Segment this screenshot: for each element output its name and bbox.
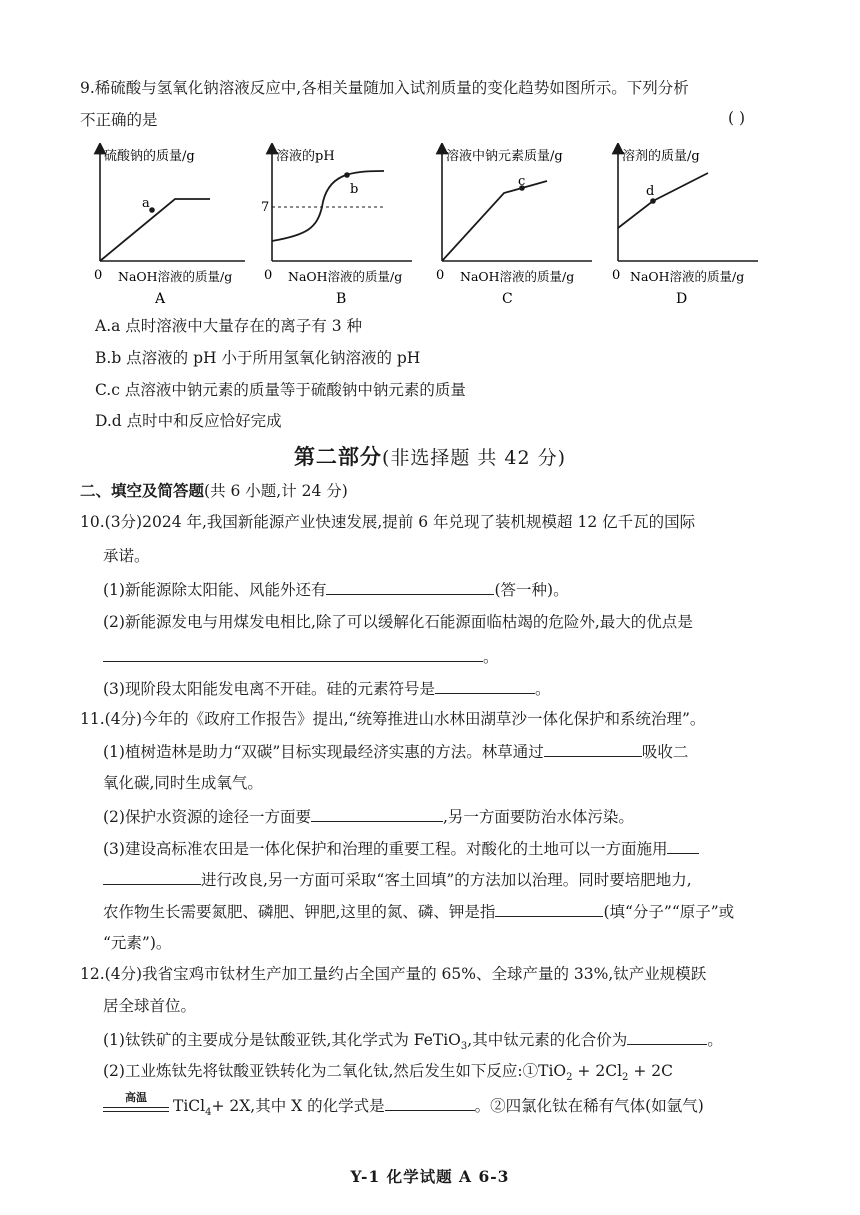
graph-a xyxy=(80,143,250,313)
q11-part3-hint: (填“分子”“原子”或 xyxy=(603,903,735,921)
graph-b-xlabel: NaOH溶液的质量/g xyxy=(288,269,403,284)
q12-part1-blank[interactable] xyxy=(627,1028,707,1045)
q11-part3-line2 xyxy=(103,868,692,891)
q12-part1-sub: 3 xyxy=(460,1041,468,1053)
reaction-condition-label: 高温 xyxy=(125,1091,147,1104)
graph-b-ylabel: 溶液的pH xyxy=(276,149,335,164)
graph-a-xlabel: NaOH溶液的质量/g xyxy=(118,269,233,284)
q10-part2-end: 。 xyxy=(483,648,499,666)
q11-part2 xyxy=(103,805,634,828)
q9-option-d: D.d 点时中和反应恰好完成 xyxy=(95,412,282,430)
q11-stem: 11.(4分)今年的《政府工作报告》提出,“统筹推进山水林田湖草沙一体化保护和系统治理”。 xyxy=(80,710,706,728)
q11-part1-blank[interactable] xyxy=(544,740,642,757)
q9-answer-paren: ( ) xyxy=(728,109,746,127)
graph-a-curve xyxy=(100,199,210,261)
q11-part1-text: (1)植树造林是助力“双碳”目标实现最经济实惠的方法。林草通过 xyxy=(103,743,544,761)
q10-part1 xyxy=(103,578,569,601)
q11-part3 xyxy=(103,837,699,860)
q12-part2-text3: 。②四氯化钛在稀有气体(如氩气) xyxy=(474,1097,704,1115)
part2-title-main: 第二部分 xyxy=(293,444,382,469)
q11-part2-text: (2)保护水资源的途径一方面要 xyxy=(103,808,311,826)
graph-c-point-label: c xyxy=(518,174,526,189)
graph-a-origin: 0 xyxy=(94,268,103,283)
q12-part1-text2: ,其中钛元素的化合价为 xyxy=(467,1031,628,1049)
q11-part1-suffix: 吸收二 xyxy=(641,743,689,761)
q10-part2-blank[interactable] xyxy=(103,645,483,662)
q11-part3-line3 xyxy=(103,900,734,923)
graph-b-letter: B xyxy=(336,291,347,307)
q11-part1 xyxy=(103,740,688,763)
reaction-condition xyxy=(103,1089,169,1112)
graph-d-curve xyxy=(618,173,708,228)
graph-b xyxy=(252,143,422,313)
part2-title xyxy=(0,441,860,471)
q11-part3-line4: “元素”)。 xyxy=(103,934,172,952)
q10-part2-answer-line xyxy=(103,645,499,668)
q10-stem-line1: 10.(3分)2024 年,我国新能源产业快速发展,提前 6 年兑现了装机规模超 12 亿千瓦的国际 xyxy=(80,513,696,531)
graph-b-point-label: b xyxy=(350,182,359,197)
graph-b-point xyxy=(344,172,350,178)
q12-part2 xyxy=(103,1060,673,1089)
q12-stem-line2: 居全球首位。 xyxy=(103,997,197,1015)
q12-part2-text: (2)工业炼钛先将钛酸亚铁转化为二氧化钛,然后发生如下反应:①TiO xyxy=(103,1062,567,1080)
q11-part3-blank-start[interactable] xyxy=(667,837,699,854)
q12-part2-c: + 2C xyxy=(628,1062,673,1080)
q10-part1-suffix: (答一种)。 xyxy=(494,581,569,599)
q10-part2: (2)新能源发电与用煤发电相比,除了可以缓解化石能源面临枯竭的危险外,最大的优点是 xyxy=(103,613,693,631)
q9-option-a: A.a 点时溶液中大量存在的离子有 3 种 xyxy=(95,317,363,335)
q11-part3-blank-cont[interactable] xyxy=(103,868,201,885)
section2-heading xyxy=(80,480,348,502)
graph-b-curve xyxy=(272,171,384,241)
q11-part3-text3: 农作物生长需要氮肥、磷肥、钾肥,这里的氮、磷、钾是指 xyxy=(103,903,496,921)
q12-part2-sub-b: 2 xyxy=(622,1072,629,1084)
graph-b-ytick-7: 7 xyxy=(261,200,270,215)
graph-b-origin: 0 xyxy=(264,268,273,283)
q12-part1-text: (1)钛铁矿的主要成分是钛酸亚铁,其化学式为 FeTiO xyxy=(103,1031,461,1049)
q9-option-c: C.c 点溶液中钠元素的质量等于硫酸钠中钠元素的质量 xyxy=(95,381,466,399)
graph-d-origin: 0 xyxy=(612,268,621,283)
q9-stem-line2: 不正确的是 xyxy=(80,111,158,129)
q12-part2-ticl: TiCl xyxy=(173,1097,206,1115)
q12-stem-line1: 12.(4分)我省宝鸡市钛材生产加工量约占全国产量的 65%、全球产量的 33%,钛产业规模跃 xyxy=(80,965,707,983)
graph-d-point xyxy=(650,198,656,204)
graph-d-point-label: d xyxy=(646,184,655,199)
graph-a-letter: A xyxy=(155,291,166,307)
graph-d xyxy=(598,143,778,313)
graph-c-curve xyxy=(442,181,547,261)
q10-part3-blank[interactable] xyxy=(435,677,535,694)
graph-d-ylabel: 溶剂的质量/g xyxy=(622,149,700,164)
section2-heading-rest: (共 6 小题,计 24 分) xyxy=(204,482,348,500)
graph-a-point-label: a xyxy=(142,196,150,211)
q12-part1 xyxy=(103,1028,723,1058)
q9-option-b: B.b 点溶液的 pH 小于所用氢氧化钠溶液的 pH xyxy=(95,349,421,367)
q10-part3 xyxy=(103,677,550,700)
q10-stem-line2: 承诺。 xyxy=(103,547,150,565)
page-footer: Y-1 化学试题 A 6-3 xyxy=(350,1167,510,1186)
graph-c-xlabel: NaOH溶液的质量/g xyxy=(460,269,575,284)
graph-a-ylabel: 硫酸钠的质量/g xyxy=(104,149,195,164)
q12-part2-cl: + 2Cl xyxy=(572,1062,623,1080)
graph-d-letter: D xyxy=(676,291,688,307)
q12-part2-line2 xyxy=(173,1094,704,1124)
q12-part2-sub4: 4 xyxy=(205,1107,212,1119)
q10-part1-blank[interactable] xyxy=(326,578,494,595)
q11-part3-blank2[interactable] xyxy=(495,900,603,917)
graph-c-ylabel: 溶液中钠元素质量/g xyxy=(446,149,563,164)
q11-part1-cont: 氧化碳,同时生成氧气。 xyxy=(103,774,263,792)
q12-part2-text2: + 2X,其中 X 的化学式是 xyxy=(211,1097,385,1115)
q11-part2-suffix: ,另一方面要防治水体污染。 xyxy=(442,808,634,826)
part2-title-sub: (非选择题 共 42 分) xyxy=(381,447,567,469)
q10-part3-end: 。 xyxy=(534,680,551,698)
q12-part2-sub-a: 2 xyxy=(566,1072,573,1084)
graph-c xyxy=(422,143,602,313)
q12-part1-end: 。 xyxy=(707,1031,723,1049)
graph-c-origin: 0 xyxy=(436,268,445,283)
section2-heading-bold: 二、填空及简答题 xyxy=(80,481,205,500)
q11-part3-text2: 进行改良,另一方面可采取“客土回填”的方法加以治理。同时要培肥地力, xyxy=(201,871,692,889)
q12-part2-blank[interactable] xyxy=(385,1094,475,1111)
q11-part2-blank[interactable] xyxy=(311,805,443,822)
graph-a-point xyxy=(149,207,155,213)
graph-d-xlabel: NaOH溶液的质量/g xyxy=(630,269,745,284)
q9-stem-line1: 9.稀硫酸与氢氧化钠溶液反应中,各相关量随加入试剂质量的变化趋势如图所示。下列分析 xyxy=(80,79,689,97)
graph-c-letter: C xyxy=(502,291,513,307)
q10-part3-text: (3)现阶段太阳能发电离不开硅。硅的元素符号是 xyxy=(103,680,435,698)
q11-part3-text: (3)建设高标准农田是一体化保护和治理的重要工程。对酸化的土地可以一方面施用 xyxy=(103,840,668,858)
q10-part1-text: (1)新能源除太阳能、风能外还有 xyxy=(103,581,327,599)
